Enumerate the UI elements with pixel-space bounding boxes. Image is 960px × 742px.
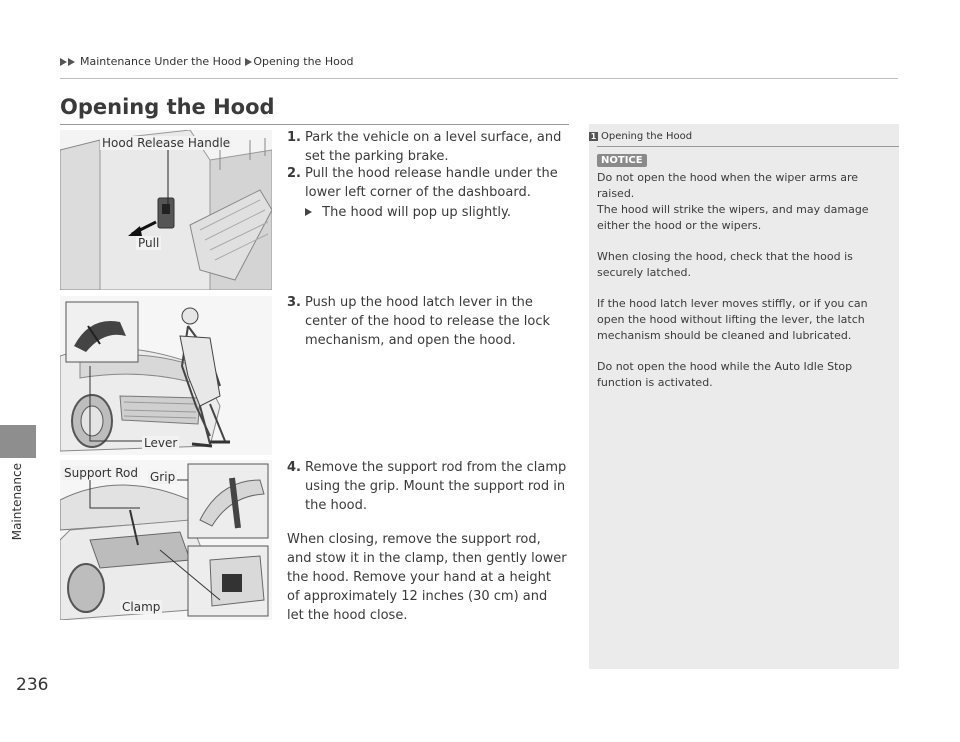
- note-body: [597, 170, 885, 406]
- notice-badge: NOTICE: [597, 154, 647, 167]
- note-icon: 1: [590, 132, 597, 141]
- title-divider: [60, 124, 569, 125]
- breadcrumb: [60, 55, 354, 68]
- step-number: 2.: [287, 166, 301, 181]
- chapter-tab: [0, 425, 36, 458]
- arrow-icon: [245, 58, 252, 66]
- callout-support-rod: Support Rod: [64, 466, 139, 480]
- arrow-icon: [60, 58, 67, 66]
- closing-instructions: When closing, remove the support rod, and stow it in the clamp, then gently lower the hood. Remove your hand at a height of approximately 12 inches (30 cm) and let the hood close.: [287, 532, 567, 623]
- callout-clamp: Clamp: [122, 600, 161, 614]
- arrow-icon: [68, 58, 75, 66]
- note-paragraph: When closing the hood, check that the hood is securely latched.: [597, 250, 853, 279]
- step-text: Push up the hood latch lever in the center of the hood to release the lock mechanism, and open the hood.: [305, 295, 551, 348]
- callout-lever: Lever: [144, 436, 178, 450]
- car-front-drawing: [60, 296, 272, 455]
- step-1: [287, 128, 572, 166]
- header-divider: [60, 78, 898, 79]
- note-divider: [597, 146, 899, 147]
- open-hood-drawing: [60, 460, 272, 620]
- note-title: Opening the Hood: [601, 131, 693, 142]
- step-4: [287, 458, 572, 515]
- step-text: Remove the support rod from the clamp using the grip. Mount the support rod in the hood.: [305, 460, 567, 513]
- callout-pull: Pull: [138, 236, 160, 250]
- note-paragraph: If the hood latch lever moves stiffly, or if you can open the hood without lifting the lever, the latch mechanism should be cleaned and lubricated.: [597, 297, 868, 342]
- note-paragraph: The hood will strike the wipers, and may damage either the hood or the wipers.: [597, 203, 869, 232]
- note-header: [589, 131, 692, 142]
- step-result: [305, 203, 572, 222]
- step-number: 4.: [287, 460, 301, 475]
- hood-release-handle-illustration: [60, 130, 272, 290]
- step-3: [287, 293, 572, 350]
- step-number: 1.: [287, 130, 301, 145]
- page-number: 236: [16, 675, 49, 695]
- step-2: [287, 164, 572, 222]
- step-text: Park the vehicle on a level surface, and set the parking brake.: [305, 130, 562, 164]
- callout-hood-release-handle: Hood Release Handle: [102, 136, 231, 150]
- note-paragraph: Do not open the hood when the wiper arms are raised.: [597, 171, 858, 200]
- step-text: Pull the hood release handle under the lower left corner of the dashboard.: [305, 166, 558, 200]
- breadcrumb-section[interactable]: Maintenance Under the Hood: [80, 55, 242, 68]
- hood-latch-illustration: [60, 296, 272, 455]
- chapter-label: Maintenance: [10, 463, 24, 541]
- step-number: 3.: [287, 295, 301, 310]
- breadcrumb-page[interactable]: Opening the Hood: [253, 55, 354, 68]
- dashboard-drawing: [60, 130, 272, 290]
- arrow-icon: [305, 208, 312, 216]
- support-rod-illustration: [60, 460, 272, 620]
- callout-grip: Grip: [150, 470, 176, 484]
- step-result-text: The hood will pop up slightly.: [322, 205, 511, 220]
- note-paragraph: Do not open the hood while the Auto Idle Stop function is activated.: [597, 360, 853, 389]
- page-title: Opening the Hood: [60, 95, 275, 119]
